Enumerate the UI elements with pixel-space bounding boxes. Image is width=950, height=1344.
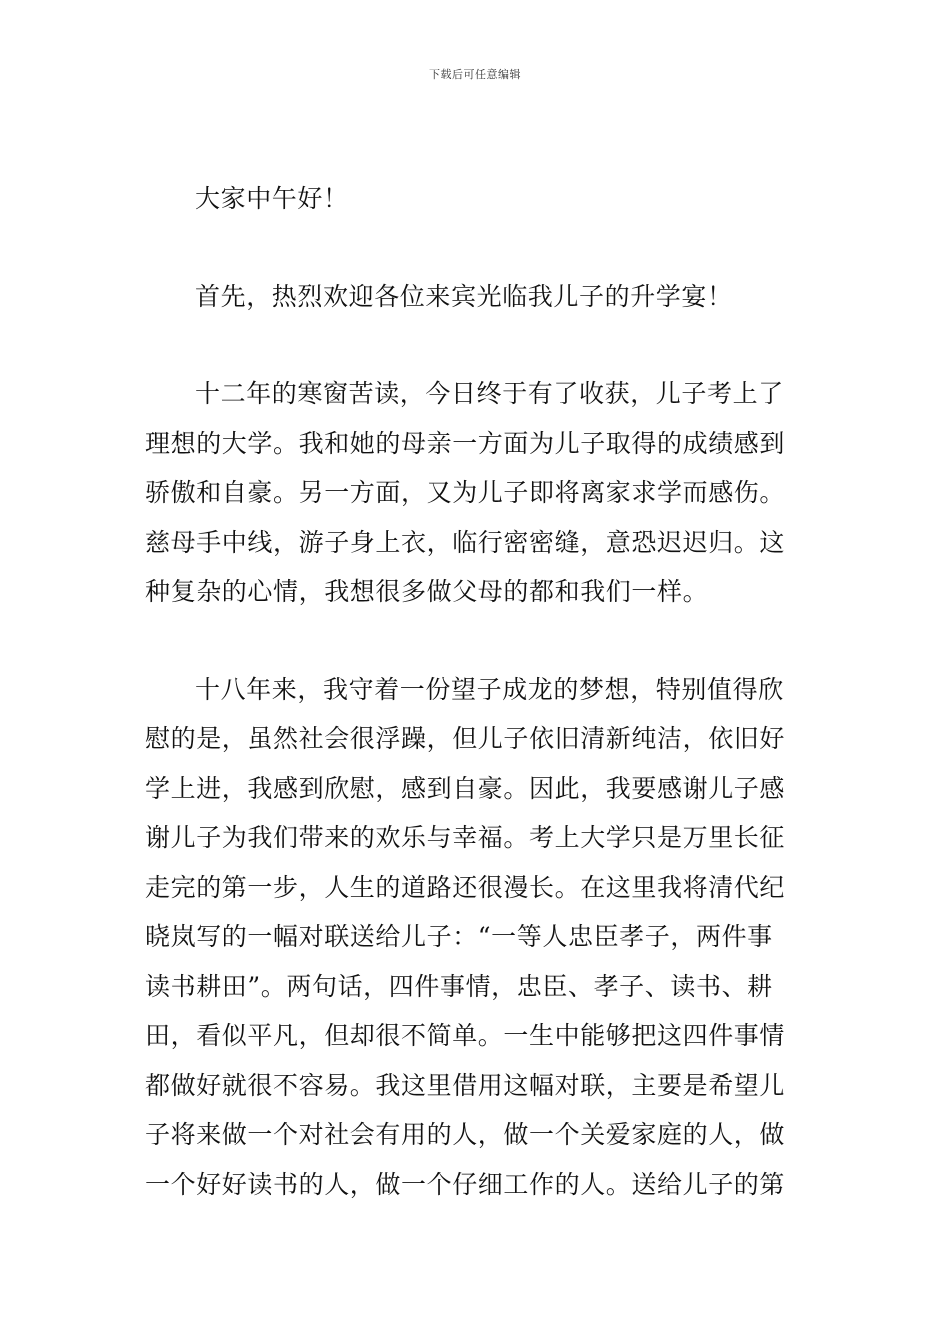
paragraph-2-line: 都做好就很不容易。我这里借用这幅对联，主要是希望儿: [145, 1070, 786, 1100]
paragraph-2-line: 十八年来，我守着一份望子成龙的梦想，特别值得欣: [195, 674, 784, 704]
paragraph-1-line: 理想的大学。我和她的母亲一方面为儿子取得的成绩感到: [145, 428, 786, 458]
paragraph-2-line: 一个好好读书的人，做一个仔细工作的人。送给儿子的第: [145, 1169, 786, 1199]
paragraph-2-line: 谢儿子为我们带来的欢乐与幸福。考上大学只是万里长征: [145, 823, 786, 852]
greeting-paragraph: [145, 174, 807, 224]
paragraph-2-line: 读书耕田”。两句话，四件事情，忠臣、孝子、读书、耕: [145, 971, 773, 1001]
paragraph-2-line: 慰的是，虽然社会很浮躁，但儿子依旧清新纯洁，依旧好: [145, 724, 786, 753]
page-header-note: 下载后可任意编辑: [429, 68, 521, 81]
paragraph-2-line: 子将来做一个对社会有用的人，做一个关爱家庭的人，做: [145, 1120, 786, 1149]
paragraph-1-line: 十二年的寒窗苦读，今日终于有了收获，儿子考上了: [195, 379, 784, 408]
paragraph-2-line: 晓岚写的一幅对联送给儿子：“一等人忠臣孝子，两件事: [145, 922, 773, 951]
document-body: [145, 174, 807, 1209]
greeting-line: 大家中午好！: [195, 184, 349, 213]
paragraph-2-line: 走完的第一步，人生的道路还很漫长。在这里我将清代纪: [145, 872, 786, 902]
paragraph-2: [145, 665, 807, 1210]
paragraph-1-line: 种复杂的心情，我想很多做父母的都和我们一样。: [145, 577, 709, 606]
paragraph-1-line: 慈母手中线，游子身上衣，临行密密缝，意恐迟迟归。这: [145, 527, 786, 557]
welcome-line: 首先，热烈欢迎各位来宾光临我儿子的升学宴！: [195, 281, 733, 311]
paragraph-1-line: 骄傲和自豪。另一方面，又为儿子即将离家求学而感伤。: [145, 478, 786, 507]
paragraph-2-line: 田，看似平凡，但却很不简单。一生中能够把这四件事情: [145, 1021, 786, 1050]
paragraph-1: [145, 369, 807, 617]
welcome-paragraph: [145, 272, 807, 322]
paragraph-2-line: 学上进，我感到欣慰，感到自豪。因此，我要感谢儿子感: [145, 773, 786, 803]
